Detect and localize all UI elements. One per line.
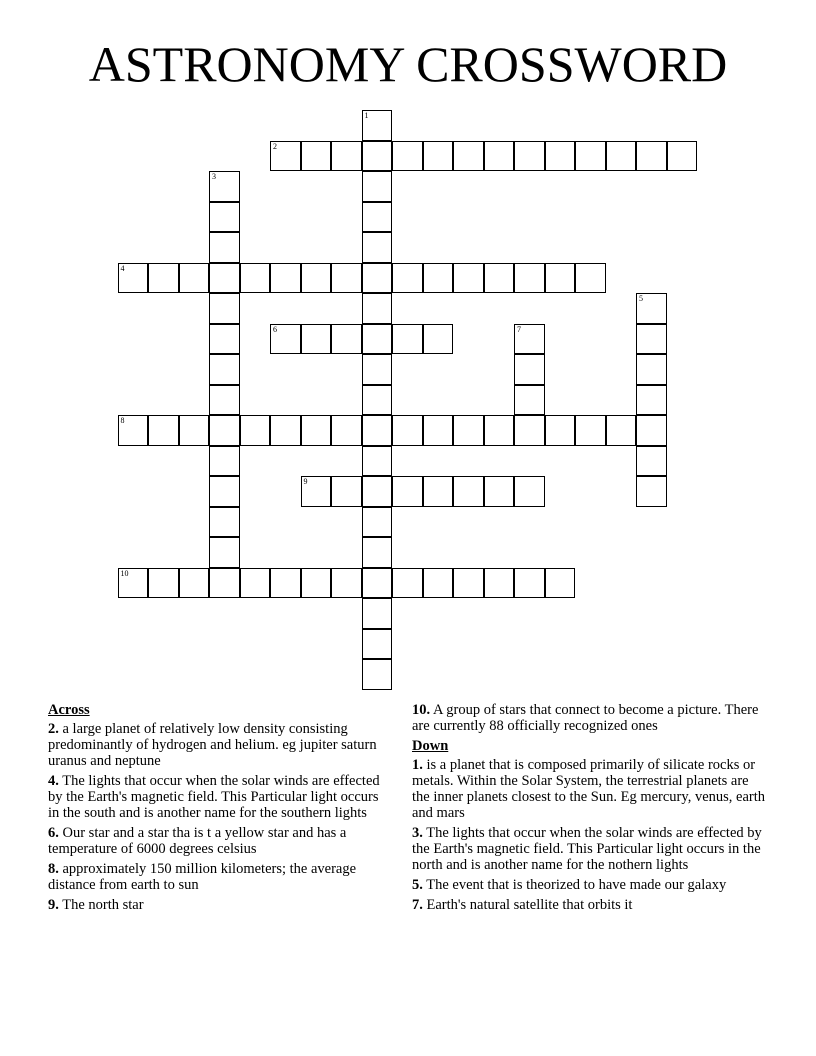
grid-cell[interactable]: [179, 263, 210, 294]
grid-cell[interactable]: [301, 263, 332, 294]
grid-cell[interactable]: [118, 568, 149, 599]
grid-cell[interactable]: [575, 141, 606, 172]
grid-cell[interactable]: [514, 263, 545, 294]
grid-cell[interactable]: [301, 141, 332, 172]
clue-number-label: 4: [120, 263, 125, 273]
grid-cell[interactable]: [270, 568, 301, 599]
grid-cell[interactable]: [301, 568, 332, 599]
grid-cell[interactable]: [209, 202, 240, 233]
grid-cell[interactable]: [453, 415, 484, 446]
grid-cell[interactable]: [575, 415, 606, 446]
grid-cell[interactable]: [545, 415, 576, 446]
grid-cell[interactable]: [331, 415, 362, 446]
grid-cell[interactable]: [514, 385, 545, 416]
grid-cell[interactable]: [209, 232, 240, 263]
grid-cell[interactable]: [392, 568, 423, 599]
clue-text: The event that is theorized to have made our galaxy: [422, 877, 727, 893]
grid-cell[interactable]: [453, 263, 484, 294]
grid-cell[interactable]: [301, 415, 332, 446]
grid-cell[interactable]: [545, 263, 576, 294]
grid-cell[interactable]: [453, 476, 484, 507]
grid-cell[interactable]: [331, 324, 362, 355]
clue-text: a large planet of relatively low density consisting predominantly of hydrogen and helium. eg jupiter saturn uranus and neptune: [48, 721, 377, 769]
grid-cell[interactable]: [209, 476, 240, 507]
grid-cell[interactable]: [423, 324, 454, 355]
clue-across-4: [48, 773, 393, 821]
grid-cell[interactable]: [179, 568, 210, 599]
clue-across-9: [48, 897, 393, 913]
grid-cell[interactable]: [148, 568, 179, 599]
grid-cell[interactable]: [362, 415, 393, 446]
grid-cell[interactable]: [484, 415, 515, 446]
grid-cell[interactable]: [209, 324, 240, 355]
grid-cell[interactable]: [209, 171, 240, 202]
down-heading: Down: [412, 738, 449, 754]
clue-across-8: [48, 861, 393, 893]
grid-cell[interactable]: [331, 141, 362, 172]
grid-cell[interactable]: [362, 263, 393, 294]
grid-cell[interactable]: [362, 568, 393, 599]
clue-text: A group of stars that connect to become a picture. There are currently 88 officially recognized ones: [412, 702, 759, 734]
clue-number-label: 2: [273, 141, 277, 151]
clue-number-label: 7: [517, 324, 521, 334]
clue-text: Earth's natural satellite that orbits it: [422, 897, 633, 913]
clues-right-column: [412, 702, 767, 917]
clue-number: 9.: [48, 897, 59, 913]
grid-cell[interactable]: [270, 415, 301, 446]
grid-cell[interactable]: [240, 568, 271, 599]
clue-number-label: 3: [212, 172, 216, 181]
clue-number-label: 10: [120, 568, 129, 578]
grid-cell[interactable]: [209, 263, 240, 294]
across-heading: Across: [48, 702, 90, 718]
grid-cell[interactable]: [331, 476, 362, 507]
grid-cell[interactable]: [453, 141, 484, 172]
grid-cell[interactable]: [423, 263, 454, 294]
grid-cell[interactable]: [118, 263, 149, 294]
clue-text: is a planet that is composed primarily of silicate rocks or metals. Within the Solar System, the terrestrial planets are the inner planets closest to the Sun. Eg mercury, venus, earth and mars: [412, 757, 766, 821]
clue-number: 7.: [412, 897, 423, 913]
clue-down-1: [412, 757, 767, 821]
grid-cell[interactable]: [301, 476, 332, 507]
grid-cell[interactable]: [362, 354, 393, 385]
grid-cell[interactable]: [209, 354, 240, 385]
grid-cell[interactable]: [636, 141, 667, 172]
grid-cell[interactable]: [392, 415, 423, 446]
grid-cell[interactable]: [484, 476, 515, 507]
grid-cell[interactable]: [240, 415, 271, 446]
grid-cell[interactable]: [575, 263, 606, 294]
grid-cell[interactable]: [514, 354, 545, 385]
grid-cell[interactable]: [209, 507, 240, 538]
grid-cell[interactable]: [423, 568, 454, 599]
grid-cell[interactable]: [270, 324, 301, 355]
clue-across-10: [412, 702, 767, 734]
grid-cell[interactable]: [453, 568, 484, 599]
clues-left-column: [48, 702, 393, 917]
clue-number: 5.: [412, 877, 423, 893]
clue-number-label: 6: [273, 324, 277, 334]
clue-down-5: [412, 877, 767, 893]
grid-cell[interactable]: [392, 141, 423, 172]
grid-cell[interactable]: [362, 476, 393, 507]
grid-cell[interactable]: [148, 263, 179, 294]
clue-text: Our star and a star tha is t a yellow star and has a temperature of 6000 degrees celsius: [48, 825, 347, 857]
grid-cell[interactable]: [331, 568, 362, 599]
clue-number-label: 9: [303, 477, 308, 486]
clue-number: 3.: [412, 825, 423, 841]
grid-cell[interactable]: [362, 537, 393, 568]
grid-cell[interactable]: [362, 293, 393, 324]
grid-cell[interactable]: [636, 324, 667, 355]
grid-cell[interactable]: [362, 202, 393, 233]
grid-cell[interactable]: [362, 507, 393, 538]
clue-number: 2.: [48, 721, 59, 737]
clue-number-label: 1: [364, 111, 369, 120]
grid-cell[interactable]: [209, 415, 240, 446]
grid-cell[interactable]: [240, 263, 271, 294]
grid-cell[interactable]: [514, 324, 545, 355]
grid-cell[interactable]: [423, 415, 454, 446]
clue-number: 6.: [48, 825, 59, 841]
grid-cell[interactable]: [209, 537, 240, 568]
grid-cell[interactable]: [301, 324, 332, 355]
grid-cell[interactable]: [606, 415, 637, 446]
grid-cell[interactable]: [667, 141, 698, 172]
grid-cell[interactable]: [362, 110, 393, 141]
grid-cell[interactable]: [545, 141, 576, 172]
grid-cell[interactable]: [636, 293, 667, 324]
grid-cell[interactable]: [362, 324, 393, 355]
grid-cell[interactable]: [209, 568, 240, 599]
clue-number: 4.: [48, 773, 59, 789]
grid-cell[interactable]: [148, 415, 179, 446]
clue-text: approximately 150 million kilometers; the average distance from earth to sun: [48, 861, 357, 893]
clue-number-label: 5: [639, 294, 643, 303]
grid-cell[interactable]: [484, 568, 515, 599]
grid-cell[interactable]: [209, 293, 240, 324]
grid-cell[interactable]: [362, 659, 393, 690]
grid-cell[interactable]: [209, 385, 240, 416]
clue-text: The north star: [58, 897, 144, 913]
clue-text: The lights that occur when the solar winds are effected by the Earth's magnetic field. This Particular light occurs in the south and is another name for the southern lights: [48, 773, 380, 821]
grid-cell[interactable]: [636, 354, 667, 385]
clue-text: The lights that occur when the solar winds are effected by the Earth's magnetic field. This Particular light occurs in the north and is another name for the nothern lights: [412, 825, 762, 873]
grid-cell[interactable]: [362, 232, 393, 263]
grid-cell[interactable]: [514, 568, 545, 599]
page-title: ASTRONOMY CROSSWORD: [88, 36, 728, 92]
grid-cell[interactable]: [362, 141, 393, 172]
grid-cell[interactable]: [636, 385, 667, 416]
grid-cell[interactable]: [362, 598, 393, 629]
grid-cell[interactable]: [423, 476, 454, 507]
grid-cell[interactable]: [392, 324, 423, 355]
grid-cell[interactable]: [270, 263, 301, 294]
clue-across-6: [48, 825, 393, 857]
grid-cell[interactable]: [484, 263, 515, 294]
grid-cell[interactable]: [179, 415, 210, 446]
clue-number: 10.: [412, 702, 431, 718]
grid-cell[interactable]: [331, 263, 362, 294]
grid-cell[interactable]: [636, 446, 667, 477]
grid-cell[interactable]: [362, 171, 393, 202]
grid-cell[interactable]: [636, 476, 667, 507]
grid-cell[interactable]: [362, 629, 393, 660]
clue-number: 8.: [48, 861, 59, 877]
clue-across-2: [48, 721, 393, 769]
clue-down-3: [412, 825, 767, 873]
grid-cell[interactable]: [514, 141, 545, 172]
grid-cell[interactable]: [545, 568, 576, 599]
grid-cell[interactable]: [392, 476, 423, 507]
grid-cell[interactable]: [362, 385, 393, 416]
grid-cell[interactable]: [392, 263, 423, 294]
clue-number: 1.: [412, 757, 423, 773]
grid-cell[interactable]: [514, 415, 545, 446]
grid-cell[interactable]: [606, 141, 637, 172]
grid-cell[interactable]: [514, 476, 545, 507]
grid-cell[interactable]: [636, 415, 667, 446]
grid-cell[interactable]: [118, 415, 149, 446]
clue-down-7: [412, 897, 767, 913]
clue-number-label: 8: [120, 416, 125, 425]
grid-cell[interactable]: [270, 141, 301, 172]
grid-cell[interactable]: [362, 446, 393, 477]
grid-cell[interactable]: [423, 141, 454, 172]
grid-cell[interactable]: [484, 141, 515, 172]
grid-cell[interactable]: [209, 446, 240, 477]
